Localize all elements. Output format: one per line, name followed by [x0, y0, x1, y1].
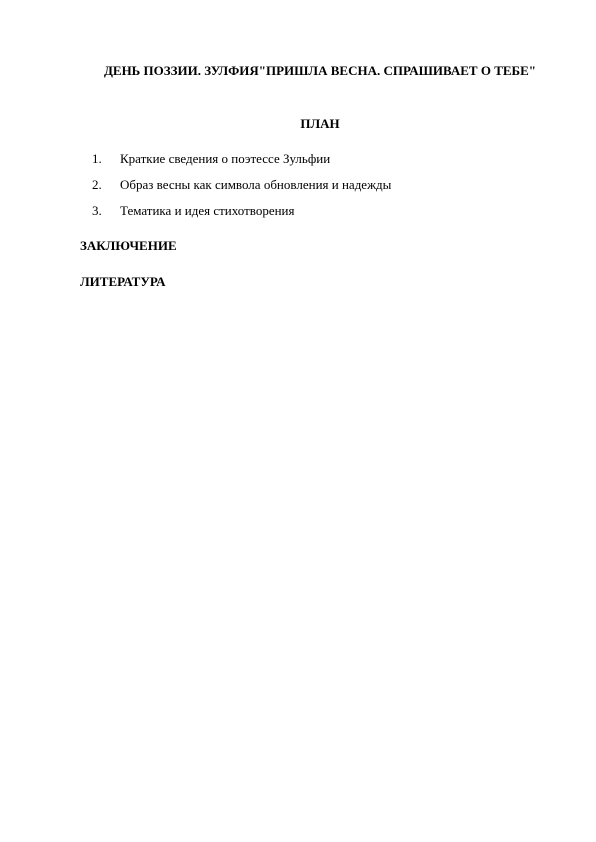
plan-item-text: Краткие сведения о поэтессе Зульфии — [120, 151, 331, 166]
plan-item-number: 1. — [92, 151, 102, 166]
plan-list — [92, 151, 391, 229]
plan-item-text: Тематика и идея стихотворения — [120, 203, 295, 218]
plan-item-text: Образ весны как символа обновления и надежды — [120, 177, 392, 192]
literature-heading: ЛИТЕРАТУРА — [80, 274, 166, 289]
plan-item-number: 3. — [92, 203, 102, 218]
conclusion-heading: ЗАКЛЮЧЕНИЕ — [80, 238, 177, 253]
document-title: ДЕНЬ ПОЗЗИИ. ЗУЛФИЯ"ПРИШЛА ВЕСНА. СПРАШИВАЕТ О ТЕБЕ" — [103, 63, 537, 78]
plan-item — [92, 177, 391, 203]
plan-item — [92, 151, 391, 177]
plan-heading: ПЛАН — [300, 116, 340, 131]
plan-item-number: 2. — [92, 177, 102, 192]
plan-item — [92, 203, 391, 229]
